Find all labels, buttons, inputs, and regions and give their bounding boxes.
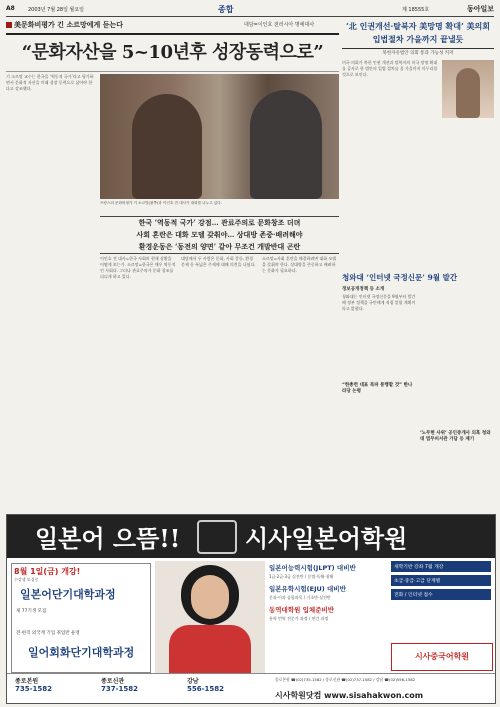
right-article-photo: [442, 60, 494, 118]
ad-chinese-academy: 시사중국어학원: [391, 643, 493, 671]
right-photo-figure: [456, 68, 480, 118]
ad-model-photo: [155, 561, 265, 673]
article-text-col4: 소르망=사회 혼란을 해결하려면 대화 모델을 갖춰야 한다. 상대방을 존중하고 배려하는 문화가 필요하다.: [262, 256, 337, 273]
right-article-body: 미국 의회가 북한 인권 개선과 탈북자의 미국 망명 확대를 골자로 한 법안의 입법 절차를 올 가을까지 마무리할 것으로 보인다.: [342, 60, 438, 77]
right-headline: ‘北 인권개선·탈북자 美망명 확대’ 美의회 입법절차 가을까지 끝낼듯: [342, 20, 494, 49]
branch-2: [101, 676, 157, 693]
ad-program-1: 일본어능력시험(JLPT) 대비반: [269, 564, 356, 572]
ad-address: 종로본원 ☎(02)735-1582 / 종로신관 ☎(02)737-1582 / 강남 ☎(02)556-1582: [275, 677, 416, 682]
advertisement[interactable]: [6, 514, 496, 704]
page-header: [6, 4, 494, 17]
article-text-col3: 대담에서 두 사람은 문화, 사회 갈등, 환경 문제 등 폭넓은 주제에 대해 의견을 나눴다.: [181, 256, 256, 267]
lamp-icon: [197, 520, 237, 554]
ad-program-3: 동역대학원 입체준비반: [269, 606, 335, 614]
photo-caption: 프랑스의 문화비평가 기 소르망(왼쪽)과 이인호 전 대사가 대화를 나누고 있다.: [100, 201, 222, 205]
ad-course-detail-2: 전·현직 외국계 기업 취업반 운영: [16, 631, 80, 636]
ad-course-title-2: 일어회화단기대학과정: [28, 646, 135, 659]
ad-program-list: [269, 563, 387, 622]
issue-date: 2003년 7월 28일 월요일: [28, 7, 85, 13]
branch-1: [15, 676, 71, 693]
ad-right-info-1: 새학기반 강좌 7월 개강: [391, 561, 491, 572]
branch-2-name: 종로신관: [101, 678, 125, 685]
branch-1-name: 종로본원: [15, 678, 39, 685]
ad-open-sub: 수강생 모집중: [14, 577, 39, 582]
model-body: [169, 625, 251, 673]
ad-program-2: 일본유학시험(EJU) 대비반: [269, 585, 346, 593]
article-column-2: [100, 256, 176, 510]
section-title: 종합: [218, 5, 234, 14]
ad-course-title: 일본어단기대학과정: [20, 588, 116, 601]
interview-photo: [100, 74, 339, 199]
right-subheadline: 북한자유법안 의회 통과 가능성 커져: [382, 51, 454, 56]
ad-banner: [7, 515, 495, 558]
right-subheadline-2: 정보공개정책 등 소개: [342, 287, 385, 292]
right-column: [342, 20, 494, 510]
ad-right-info-3: 전화 / 인터넷 접수: [391, 589, 491, 600]
ad-program-2-detail: 문과·이과 종합과목 / 기초반·실전반: [269, 595, 331, 600]
ad-program-1-detail: 1급·2급·3급 실전반 / 문법·독해·청해: [269, 574, 334, 579]
right-article-2-body: 청와대는 인터넷 국정신문을 9월부터 발간해 정부 정책을 국민에게 직접 알릴 계획이라고 밝혔다.: [342, 294, 416, 311]
series-text: 美문화비평가 긴 소르망에게 듣는다: [14, 21, 123, 29]
ad-banner-right: 시사일본어학원: [245, 524, 408, 553]
right-headline-2: 청와대 ‘인터넷 국정신문’ 9월 발간: [342, 273, 458, 282]
branch-3-phone[interactable]: 556-1582: [187, 685, 224, 693]
branch-1-phone[interactable]: 735-1582: [15, 685, 52, 693]
branch-3-name: 강남: [187, 678, 199, 685]
ad-right-box: [391, 561, 491, 673]
interviewer-credit: 대담=이인호 전러시아 명예대사: [244, 22, 315, 28]
ad-website-link[interactable]: 시사학원닷컴 www.sisahakwon.com: [275, 691, 424, 700]
right-subheadline-4: ‘노무현 사위’ 공인중개사 의혹 청와대 법무비서관 가담 등 제기: [420, 431, 491, 442]
article-column-1: [6, 74, 96, 510]
article-column-4: [262, 256, 339, 510]
ad-course-detail-1: 제 77기생 모집: [16, 609, 47, 614]
ad-course-box: [11, 563, 151, 673]
page-number: A8: [6, 5, 15, 12]
pull-quote-line-3: 환경운동은 ‘동전의 양면’ 같아 무조건 개발반대 곤란: [138, 242, 301, 251]
article-text-col2: 이인호 전 대사=한국 사회의 현재 상황을 어떻게 보는가. 소르망=한국은 매우 역동적인 사회다. 그러나 관료주의가 문화 창조를 더디게 하고 있다.: [100, 256, 176, 279]
article-text-intro: 기 소르망 교수는 한국을 ‘역동적 국가’라고 평가하면서 문화적 자산을 미래 성장 동력으로 삼아야 한다고 강조했다.: [6, 74, 94, 91]
ad-banner-left: 일본어 으뜸!!: [35, 524, 181, 553]
pull-quote-line-2: 사회 혼란은 대화 모델 갖춰야… 상대방 존중·배려해야: [136, 230, 303, 239]
branch-2-phone[interactable]: 737-1582: [101, 685, 138, 693]
right-article-2-text: [342, 294, 416, 378]
series-marker-icon: [6, 22, 12, 28]
ad-footer: [7, 673, 495, 704]
right-article-text: [342, 60, 438, 268]
ad-right-info-2: 초급·중급·고급 단계별: [391, 575, 491, 586]
main-article: [6, 20, 339, 510]
person-left-figure: [132, 94, 202, 199]
issue-number: 제 18555호: [402, 7, 430, 13]
right-subheadline-3: “한총련 대표 북파 통행할 것” 한나라당 논평: [342, 383, 413, 394]
main-headline: “문화자산을 5~10년후 성장동력으로”: [6, 33, 339, 72]
pull-quote: [100, 216, 339, 254]
ad-open-date: 8월 1일(금) 개강!: [14, 567, 81, 576]
model-face: [191, 575, 229, 619]
article-column-3: [181, 256, 257, 510]
pull-quote-line-1: 한국 ‘역동적 국가’ 강점… 관료주의로 문화창조 더뎌: [138, 218, 301, 227]
series-title: [6, 20, 123, 30]
ad-program-3-detail: 통역 번역 전문가 과정 / 연간 과정: [269, 616, 329, 621]
person-right-figure: [250, 90, 322, 199]
branch-3: [187, 676, 243, 693]
newspaper-logo: 동아일보: [466, 4, 494, 13]
